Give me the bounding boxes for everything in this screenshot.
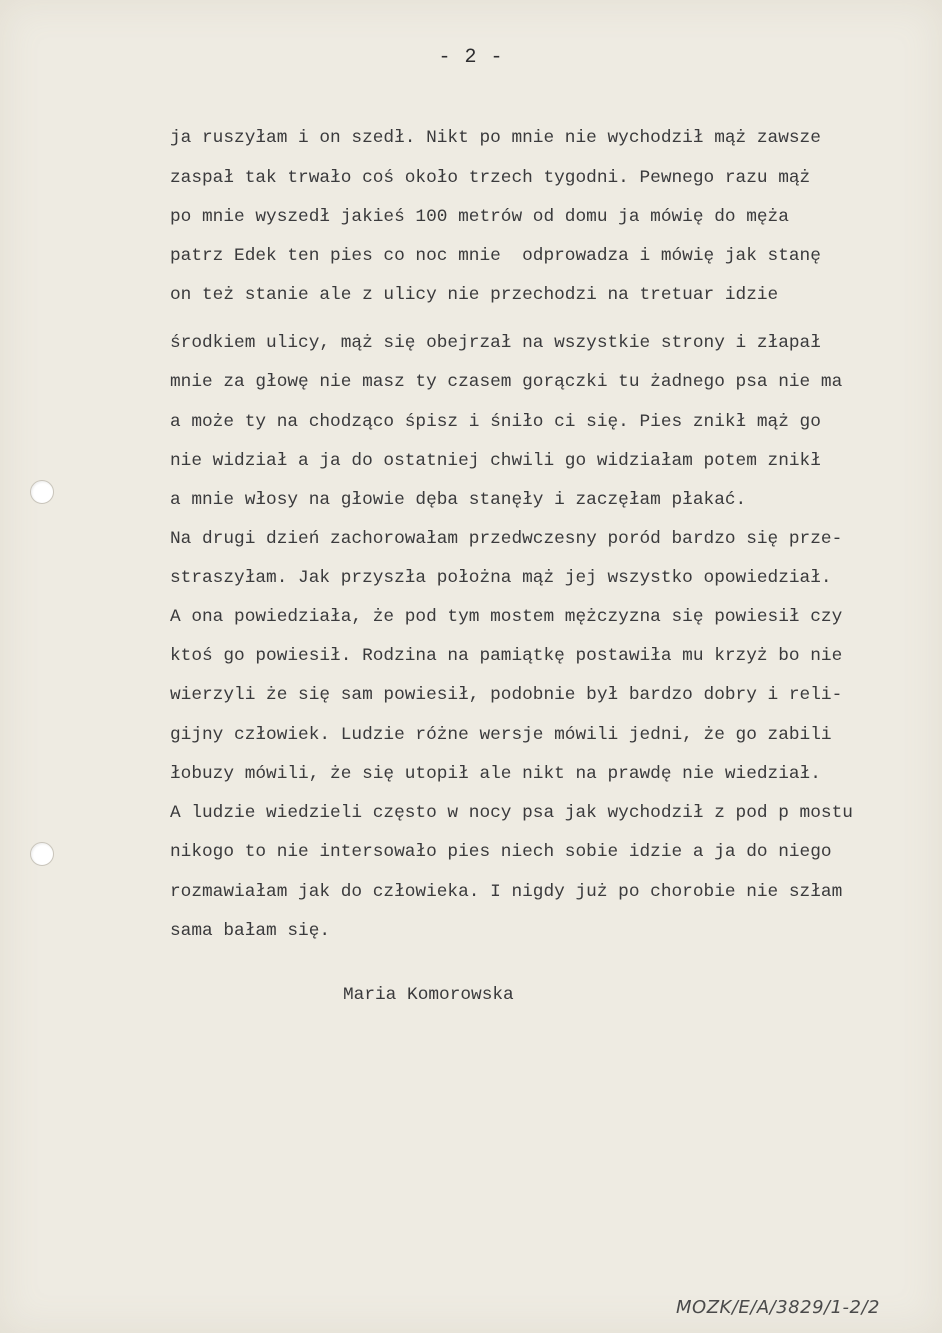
text-line: sama bałam się.: [170, 921, 331, 941]
text-line: nie widział a ja do ostatniej chwili go widziałam potem znikł: [170, 451, 821, 471]
text-line: straszyłam. Jak przyszła położna mąż jej wszystko opowiedział.: [170, 568, 832, 588]
text-line: gijny człowiek. Ludzie różne wersje mówili jedni, że go zabili: [170, 725, 832, 745]
text-line: wierzyli że się sam powiesił, podobnie był bardzo dobry i reli-: [170, 685, 843, 705]
typed-body-text: [170, 126, 930, 941]
text-line: Na drugi dzień zachorowałam przedwczesny poród bardzo się prze-: [170, 529, 843, 549]
page-number: - 2 -: [438, 46, 504, 69]
text-line: ktoś go powiesił. Rodzina na pamiątkę postawiła mu krzyż bo nie: [170, 646, 843, 666]
punch-hole: [30, 842, 54, 866]
archive-reference: MOZK/E/A/3829/1-2/2: [676, 1297, 881, 1318]
text-line: zaspał tak trwało coś około trzech tygodni. Pewnego razu mąż: [170, 168, 811, 188]
text-line: mnie za głowę nie masz ty czasem gorączki tu żadnego psa nie ma: [170, 372, 843, 392]
text-line: ja ruszyłam i on szedł. Nikt po mnie nie wychodził mąż zawsze: [170, 128, 821, 148]
text-line: a mnie włosy na głowie dęba stanęły i zaczęłam płakać.: [170, 490, 747, 510]
text-line: on też stanie ale z ulicy nie przechodzi na tretuar idzie: [170, 285, 779, 305]
text-line: środkiem ulicy, mąż się obejrzał na wszystkie strony i złapał: [170, 333, 821, 353]
text-line: a może ty na chodząco śpisz i śniło ci się. Pies znikł mąż go: [170, 412, 821, 432]
text-line: po mnie wyszedł jakieś 100 metrów od domu ja mówię do męża: [170, 207, 789, 227]
text-line: łobuzy mówili, że się utopił ale nikt na prawdę nie wiedział.: [170, 764, 821, 784]
text-line: nikogo to nie intersowało pies niech sobie idzie a ja do niego: [170, 842, 832, 862]
text-line: patrz Edek ten pies co noc mnie odprowadza i mówię jak stanę: [170, 246, 821, 266]
text-line: A ludzie wiedzieli często w nocy psa jak wychodził z pod p mostu: [170, 803, 853, 823]
text-line: A ona powiedziała, że pod tym mostem mężczyzna się powiesił czy: [170, 607, 843, 627]
signature-name: Maria Komorowska: [343, 985, 514, 1005]
punch-hole: [30, 480, 54, 504]
text-line: rozmawiałam jak do człowieka. I nigdy już po chorobie nie szłam: [170, 882, 843, 902]
